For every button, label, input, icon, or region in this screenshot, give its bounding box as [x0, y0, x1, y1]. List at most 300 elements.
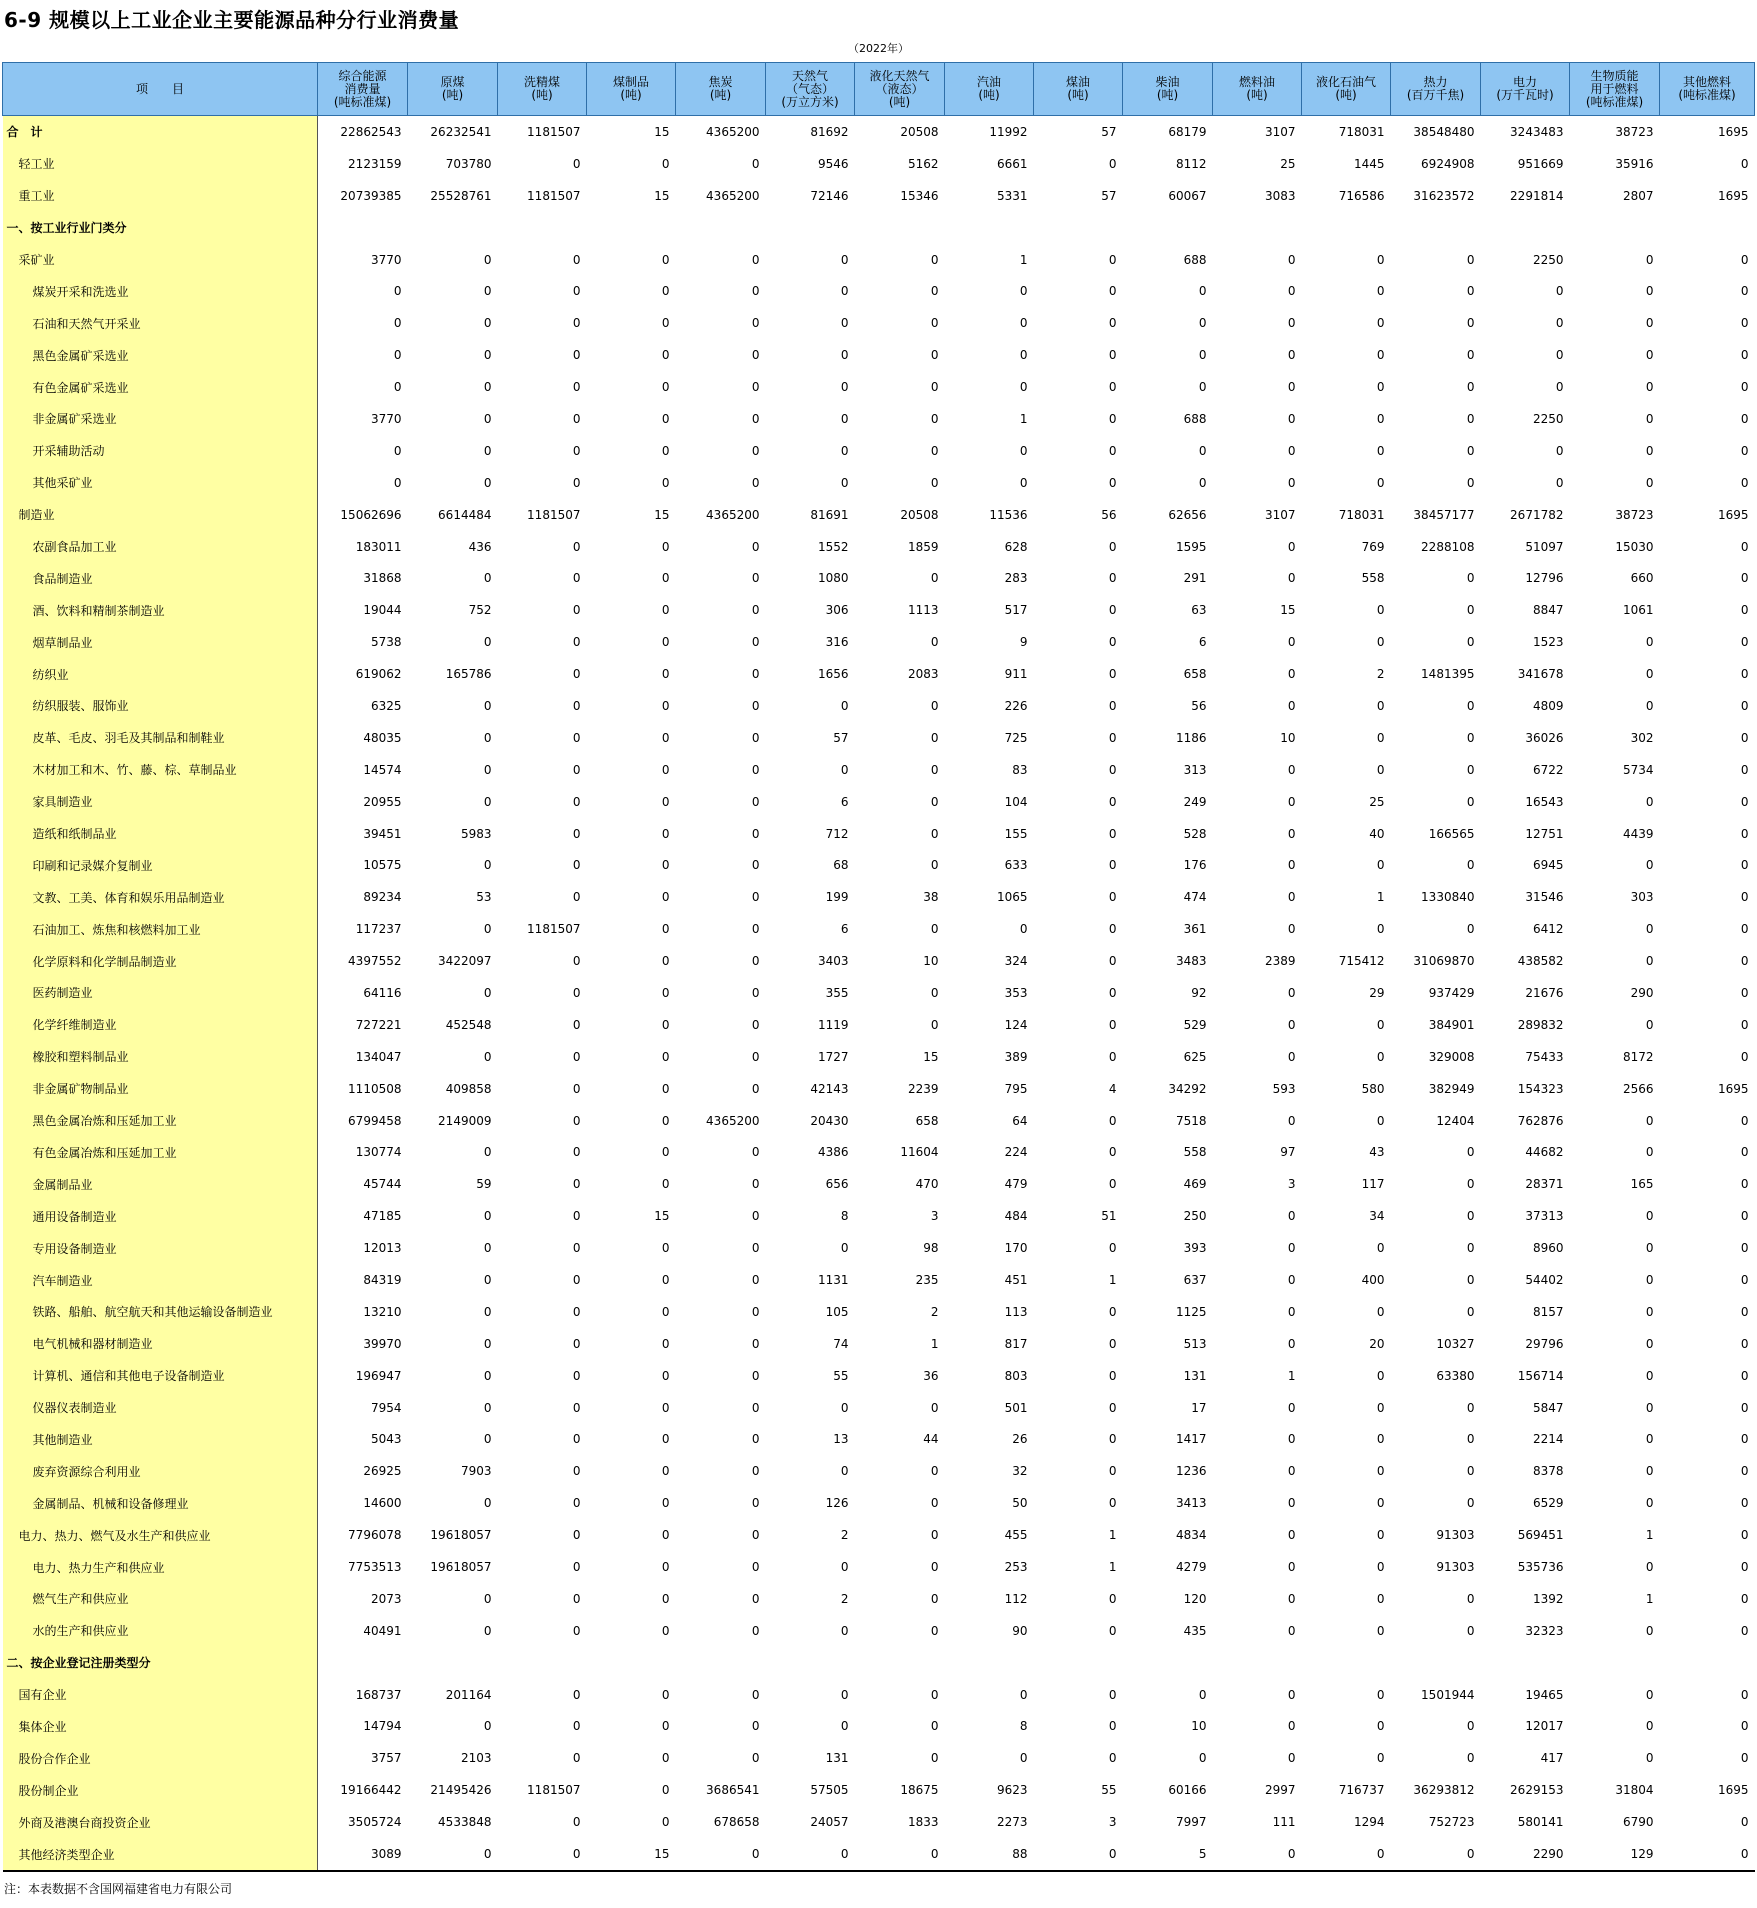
table-cell: 0 — [1287, 284, 1296, 299]
table-cell: 28371 — [1525, 1177, 1564, 1192]
table-cell: 0 — [661, 1687, 670, 1702]
table-cell: 0 — [572, 1687, 581, 1702]
table-cell: 718031 — [1338, 124, 1385, 139]
table-row — [3, 1328, 1755, 1360]
row-label: 金属制品业 — [3, 1168, 318, 1200]
table-cell: 341678 — [1517, 667, 1564, 682]
table-cell: 56 — [1191, 698, 1207, 713]
table-cell: 31804 — [1615, 1783, 1654, 1798]
table-cell: 0 — [1645, 635, 1654, 650]
table-cell: 1 — [930, 1336, 939, 1351]
table-cell: 3757 — [370, 1751, 402, 1766]
table-cell: 0 — [1645, 284, 1654, 299]
table-cell: 11536 — [989, 507, 1028, 522]
table-cell: 0 — [676, 1838, 766, 1871]
table-cell: 0 — [1740, 667, 1749, 682]
table-cell: 0 — [1645, 954, 1654, 969]
table-cell: 0 — [1466, 1464, 1475, 1479]
table-cell: 201164 — [445, 1687, 492, 1702]
table-cell: 0 — [1108, 1049, 1117, 1064]
table-cell: 0 — [840, 698, 849, 713]
table-cell: 0 — [1376, 1464, 1385, 1479]
table-cell: 196947 — [355, 1368, 402, 1383]
table-cell: 0 — [1287, 858, 1296, 873]
table-cell: 0 — [1376, 1113, 1385, 1128]
table-cell: 0 — [751, 1177, 760, 1192]
table-cell: 0 — [572, 826, 581, 841]
table-cell: 0 — [1108, 954, 1117, 969]
table-cell: 0 — [572, 411, 581, 426]
table-cell: 0 — [1108, 1241, 1117, 1256]
row-label: 化学纤维制造业 — [3, 1009, 318, 1041]
row-label: 轻工业 — [3, 148, 318, 180]
table-cell: 15 — [654, 124, 670, 139]
table-cell: 678658 — [713, 1815, 760, 1830]
table-cell: 2149009 — [438, 1113, 492, 1128]
table-cell: 0 — [572, 762, 581, 777]
table-cell: 0 — [751, 1400, 760, 1415]
row-label: 燃气生产和供应业 — [3, 1583, 318, 1615]
table-cell: 0 — [1287, 380, 1296, 395]
table-cell: 569451 — [1517, 1528, 1564, 1543]
table-cell: 36293812 — [1413, 1783, 1475, 1798]
table-cell: 0 — [1466, 730, 1475, 745]
table-cell: 1065 — [996, 890, 1028, 905]
table-cell: 0 — [572, 1815, 581, 1830]
table-cell: 32323 — [1525, 1623, 1564, 1638]
table-cell: 3 — [1287, 1177, 1296, 1192]
table-cell: 0 — [930, 1591, 939, 1606]
table-cell: 0 — [483, 1623, 492, 1638]
table-cell: 0 — [1466, 411, 1475, 426]
table-cell: 3686541 — [706, 1783, 760, 1798]
table-cell — [1481, 212, 1570, 244]
table-cell: 20955 — [363, 794, 402, 809]
table-cell: 0 — [1108, 1145, 1117, 1160]
table-cell: 0 — [840, 316, 849, 331]
table-cell: 129 — [1570, 1838, 1660, 1871]
row-label: 股份合作企业 — [3, 1742, 318, 1774]
table-row — [3, 1742, 1755, 1774]
table-cell: 0 — [1645, 1687, 1654, 1702]
table-cell: 0 — [1645, 922, 1654, 937]
table-cell: 26232541 — [430, 124, 492, 139]
table-cell: 1727 — [817, 1049, 849, 1064]
table-cell: 0 — [751, 954, 760, 969]
table-cell: 0 — [661, 635, 670, 650]
table-cell: 0 — [751, 1017, 760, 1032]
table-cell: 0 — [1213, 1838, 1302, 1871]
table-cell: 0 — [572, 380, 581, 395]
table-cell: 0 — [1740, 698, 1749, 713]
table-cell: 166565 — [1428, 826, 1475, 841]
table-cell — [1570, 212, 1660, 244]
row-label: 非金属矿采选业 — [3, 403, 318, 435]
table-cell: 0 — [1466, 571, 1475, 586]
table-cell: 0 — [751, 1241, 760, 1256]
table-cell: 6325 — [370, 698, 402, 713]
table-cell: 0 — [1645, 252, 1654, 267]
table-row — [3, 690, 1755, 722]
table-cell: 31069870 — [1413, 954, 1475, 969]
table-cell: 124 — [1004, 1017, 1028, 1032]
table-cell: 1656 — [817, 667, 849, 682]
table-cell: 0 — [483, 858, 492, 873]
table-cell: 1 — [1108, 1528, 1117, 1543]
table-cell: 6924908 — [1421, 156, 1475, 171]
table-cell: 0 — [1466, 635, 1475, 650]
table-cell: 0 — [661, 762, 670, 777]
table-cell: 0 — [572, 1368, 581, 1383]
table-cell: 0 — [1108, 1751, 1117, 1766]
table-row — [3, 1455, 1755, 1487]
column-header: 其他燃料 (吨标准煤) — [1660, 63, 1755, 116]
table-cell: 0 — [1287, 571, 1296, 586]
table-cell: 0 — [393, 316, 402, 331]
table-cell — [1123, 1647, 1213, 1679]
table-cell — [945, 1647, 1034, 1679]
table-cell: 3107 — [1264, 507, 1296, 522]
table-cell: 0 — [751, 348, 760, 363]
table-cell: 0 — [751, 603, 760, 618]
table-cell: 0 — [1740, 348, 1749, 363]
table-cell: 25 — [1280, 156, 1296, 171]
table-cell: 0 — [1198, 284, 1207, 299]
table-cell: 0 — [1287, 1049, 1296, 1064]
table-cell: 0 — [840, 252, 849, 267]
table-cell: 3107 — [1264, 124, 1296, 139]
table-cell: 0 — [1740, 1815, 1749, 1830]
table-cell: 0 — [1034, 1838, 1123, 1871]
table-cell: 0 — [1466, 1496, 1475, 1511]
table-cell: 529 — [1183, 1017, 1207, 1032]
table-cell: 0 — [661, 348, 670, 363]
table-cell: 0 — [1555, 348, 1564, 363]
table-cell: 435 — [1183, 1623, 1207, 1638]
table-cell: 1181507 — [527, 188, 581, 203]
table-cell: 130774 — [355, 1145, 402, 1160]
table-cell: 0 — [1466, 1719, 1475, 1734]
table-cell: 0 — [1645, 1719, 1654, 1734]
table-cell: 5738 — [370, 635, 402, 650]
table-cell: 10575 — [363, 858, 402, 873]
table-cell: 0 — [1740, 1177, 1749, 1192]
table-cell: 12751 — [1525, 826, 1564, 841]
table-cell: 1445 — [1353, 156, 1385, 171]
table-cell: 64 — [1012, 1113, 1028, 1128]
row-label: 通用设备制造业 — [3, 1200, 318, 1232]
table-cell: 56 — [1101, 507, 1117, 522]
table-cell: 0 — [840, 1719, 849, 1734]
row-label: 专用设备制造业 — [3, 1232, 318, 1264]
table-cell: 0 — [1740, 443, 1749, 458]
table-cell: 21676 — [1525, 985, 1564, 1000]
table-cell: 0 — [661, 1113, 670, 1128]
table-cell: 0 — [751, 1432, 760, 1447]
table-cell: 0 — [1108, 1591, 1117, 1606]
table-cell: 32 — [1012, 1464, 1028, 1479]
table-cell: 716737 — [1338, 1783, 1385, 1798]
table-cell: 0 — [1645, 1368, 1654, 1383]
table-cell: 29 — [1369, 985, 1385, 1000]
table-cell: 0 — [930, 252, 939, 267]
table-cell: 42143 — [810, 1081, 849, 1096]
table-cell: 0 — [1108, 411, 1117, 426]
table-cell: 0 — [1376, 730, 1385, 745]
table-row — [3, 1296, 1755, 1328]
table-cell: 0 — [1287, 635, 1296, 650]
table-cell: 0 — [751, 1623, 760, 1638]
table-cell: 474 — [1183, 890, 1207, 905]
table-cell: 15 — [654, 507, 670, 522]
table-cell: 0 — [1198, 348, 1207, 363]
table-cell: 15 — [654, 188, 670, 203]
table-cell: 253 — [1004, 1560, 1028, 1575]
table-cell: 199 — [825, 890, 849, 905]
table-cell: 7753513 — [348, 1560, 402, 1575]
table-cell: 752 — [468, 603, 492, 618]
table-cell: 4397552 — [348, 954, 402, 969]
table-cell: 0 — [572, 635, 581, 650]
table-cell: 393 — [1183, 1241, 1207, 1256]
table-cell: 0 — [483, 1496, 492, 1511]
table-cell: 40491 — [363, 1623, 402, 1638]
table-cell: 0 — [930, 794, 939, 809]
table-cell: 2291814 — [1510, 188, 1564, 203]
table-cell: 0 — [840, 380, 849, 395]
table-cell: 0 — [483, 635, 492, 650]
table-cell: 0 — [1287, 698, 1296, 713]
table-cell: 91303 — [1436, 1560, 1475, 1575]
table-cell: 3505724 — [348, 1815, 402, 1830]
table-cell: 0 — [1108, 603, 1117, 618]
table-cell: 0 — [1108, 156, 1117, 171]
table-cell: 7997 — [1175, 1815, 1207, 1830]
table-cell: 0 — [483, 1241, 492, 1256]
table-cell: 12017 — [1525, 1719, 1564, 1734]
column-header: 原煤 (吨) — [408, 63, 498, 116]
table-cell: 37313 — [1525, 1209, 1564, 1224]
table-cell: 12796 — [1525, 571, 1564, 586]
table-cell: 2239 — [907, 1081, 939, 1096]
table-cell: 324 — [1004, 954, 1028, 969]
table-cell — [1302, 1647, 1391, 1679]
table-cell: 0 — [1287, 1241, 1296, 1256]
table-cell: 0 — [751, 1719, 760, 1734]
table-cell: 19618057 — [430, 1560, 492, 1575]
table-cell — [766, 212, 855, 244]
table-cell — [318, 1647, 408, 1679]
table-cell: 0 — [572, 794, 581, 809]
table-row — [3, 913, 1755, 945]
row-label: 橡胶和塑料制品业 — [3, 1041, 318, 1073]
table-cell: 0 — [661, 1304, 670, 1319]
table-cell: 0 — [408, 1838, 498, 1871]
table-cell: 1 — [1645, 1528, 1654, 1543]
row-label: 化学原料和化学制品制造业 — [3, 945, 318, 977]
table-row — [3, 1487, 1755, 1519]
table-cell: 501 — [1004, 1400, 1028, 1415]
table-cell: 250 — [1183, 1209, 1207, 1224]
table-cell: 0 — [1108, 985, 1117, 1000]
table-cell: 400 — [1361, 1273, 1385, 1287]
table-cell: 0 — [661, 1432, 670, 1447]
table-cell: 60067 — [1168, 188, 1207, 203]
table-cell: 0 — [1019, 284, 1028, 299]
table-cell: 6945 — [1532, 858, 1564, 873]
table-cell: 688 — [1183, 411, 1207, 426]
table-cell: 0 — [840, 762, 849, 777]
table-cell: 0 — [1376, 1496, 1385, 1511]
table-cell: 4279 — [1175, 1560, 1207, 1575]
table-row — [3, 594, 1755, 626]
table-cell: 0 — [1466, 762, 1475, 777]
table-cell: 1119 — [817, 1017, 849, 1032]
table-cell: 0 — [930, 1017, 939, 1032]
table-cell: 0 — [1376, 1368, 1385, 1383]
table-cell: 0 — [572, 1432, 581, 1447]
table-cell: 36 — [923, 1368, 939, 1383]
table-cell: 0 — [1466, 1623, 1475, 1638]
table-cell: 0 — [751, 1751, 760, 1766]
table-cell: 0 — [1740, 603, 1749, 618]
table-cell: 4533848 — [438, 1815, 492, 1830]
table-cell: 75433 — [1525, 1049, 1564, 1064]
table-cell: 12404 — [1436, 1113, 1475, 1128]
table-cell: 0 — [661, 1273, 670, 1287]
table-cell: 0 — [1376, 1528, 1385, 1543]
table-cell: 112 — [1004, 1591, 1028, 1606]
table-cell: 13 — [833, 1432, 849, 1447]
table-cell: 1181507 — [527, 922, 581, 937]
table-cell: 0 — [840, 1464, 849, 1479]
table-cell: 0 — [661, 1496, 670, 1511]
table-cell: 0 — [930, 635, 939, 650]
table-cell: 1595 — [1175, 539, 1207, 554]
table-cell: 0 — [930, 1496, 939, 1511]
table-cell: 0 — [1740, 1017, 1749, 1032]
table-cell: 2250 — [1532, 252, 1564, 267]
table-cell: 0 — [1660, 1838, 1755, 1871]
table-cell: 0 — [1108, 380, 1117, 395]
table-cell — [676, 1647, 766, 1679]
table-cell: 0 — [1645, 1241, 1654, 1256]
table-cell: 5 — [1123, 1838, 1213, 1871]
table-cell: 0 — [661, 1017, 670, 1032]
table-cell: 0 — [483, 1368, 492, 1383]
table-cell: 329008 — [1428, 1049, 1475, 1064]
table-cell: 25528761 — [430, 188, 492, 203]
table-cell: 0 — [572, 1145, 581, 1160]
table-cell: 0 — [1287, 794, 1296, 809]
table-cell: 0 — [1287, 1336, 1296, 1351]
table-cell: 0 — [1108, 443, 1117, 458]
table-cell: 0 — [1466, 1241, 1475, 1256]
table-cell: 0 — [1645, 1209, 1654, 1224]
table-cell: 17 — [1191, 1400, 1207, 1415]
table-cell: 10 — [923, 954, 939, 969]
table-cell: 0 — [661, 1560, 670, 1575]
table-cell: 712 — [825, 826, 849, 841]
table-cell: 580 — [1361, 1081, 1385, 1096]
row-label: 印刷和记录媒介复制业 — [3, 849, 318, 881]
row-label: 非金属矿物制品业 — [3, 1073, 318, 1105]
table-cell: 0 — [1740, 922, 1749, 937]
row-label: 黑色金属矿采选业 — [3, 339, 318, 371]
table-cell: 3770 — [370, 411, 402, 426]
table-cell: 0 — [1391, 1838, 1481, 1871]
table-cell: 0 — [1019, 348, 1028, 363]
table-cell: 2 — [840, 1528, 849, 1543]
table-cell: 14600 — [363, 1496, 402, 1511]
table-cell: 0 — [1645, 316, 1654, 331]
table-cell: 0 — [661, 667, 670, 682]
table-cell: 0 — [1740, 1560, 1749, 1575]
table-cell: 154323 — [1517, 1081, 1564, 1096]
table-cell: 0 — [1740, 571, 1749, 586]
table-cell: 0 — [840, 1687, 849, 1702]
table-cell: 5847 — [1532, 1400, 1564, 1415]
table-cell: 688 — [1183, 252, 1207, 267]
row-label: 家具制造业 — [3, 786, 318, 818]
table-cell: 20508 — [900, 507, 939, 522]
table-cell: 625 — [1183, 1049, 1207, 1064]
table-cell: 0 — [751, 1273, 760, 1287]
table-cell: 0 — [393, 380, 402, 395]
table-cell: 0 — [1645, 1273, 1654, 1287]
table-cell: 619062 — [355, 667, 402, 682]
table-cell: 1 — [1108, 1560, 1117, 1575]
table-cell: 6722 — [1532, 762, 1564, 777]
table-cell: 57 — [1101, 188, 1117, 203]
row-label: 酒、饮料和精制茶制造业 — [3, 594, 318, 626]
table-cell: 0 — [1376, 1049, 1385, 1064]
table-cell: 68179 — [1168, 124, 1207, 139]
table-cell: 0 — [483, 1049, 492, 1064]
table-cell: 74 — [833, 1336, 849, 1351]
table-cell: 0 — [1376, 443, 1385, 458]
table-cell: 104 — [1004, 794, 1028, 809]
table-cell: 0 — [751, 922, 760, 937]
table-cell: 0 — [1019, 922, 1028, 937]
table-cell: 0 — [661, 1081, 670, 1096]
table-cell: 528 — [1183, 826, 1207, 841]
table-cell: 1695 — [1717, 188, 1749, 203]
table-cell: 0 — [661, 985, 670, 1000]
table-cell: 8847 — [1532, 603, 1564, 618]
table-cell: 306 — [825, 603, 849, 618]
table-cell: 0 — [1287, 1496, 1296, 1511]
table-cell: 0 — [572, 1113, 581, 1128]
table-row — [3, 1264, 1755, 1296]
table-cell: 0 — [930, 475, 939, 490]
table-cell: 0 — [1376, 1241, 1385, 1256]
table-cell: 0 — [661, 284, 670, 299]
table-cell: 0 — [1108, 794, 1117, 809]
table-cell — [676, 212, 766, 244]
table-cell: 4365200 — [706, 124, 760, 139]
table-cell: 0 — [1740, 1496, 1749, 1511]
table-cell: 0 — [840, 348, 849, 363]
table-cell: 64116 — [363, 985, 402, 1000]
table-cell: 0 — [751, 858, 760, 873]
table-cell: 68 — [833, 858, 849, 873]
table-cell: 389 — [1004, 1049, 1028, 1064]
table-cell: 0 — [483, 252, 492, 267]
table-cell: 0 — [1645, 1336, 1654, 1351]
table-cell: 6529 — [1532, 1496, 1564, 1511]
table-cell: 0 — [1108, 890, 1117, 905]
